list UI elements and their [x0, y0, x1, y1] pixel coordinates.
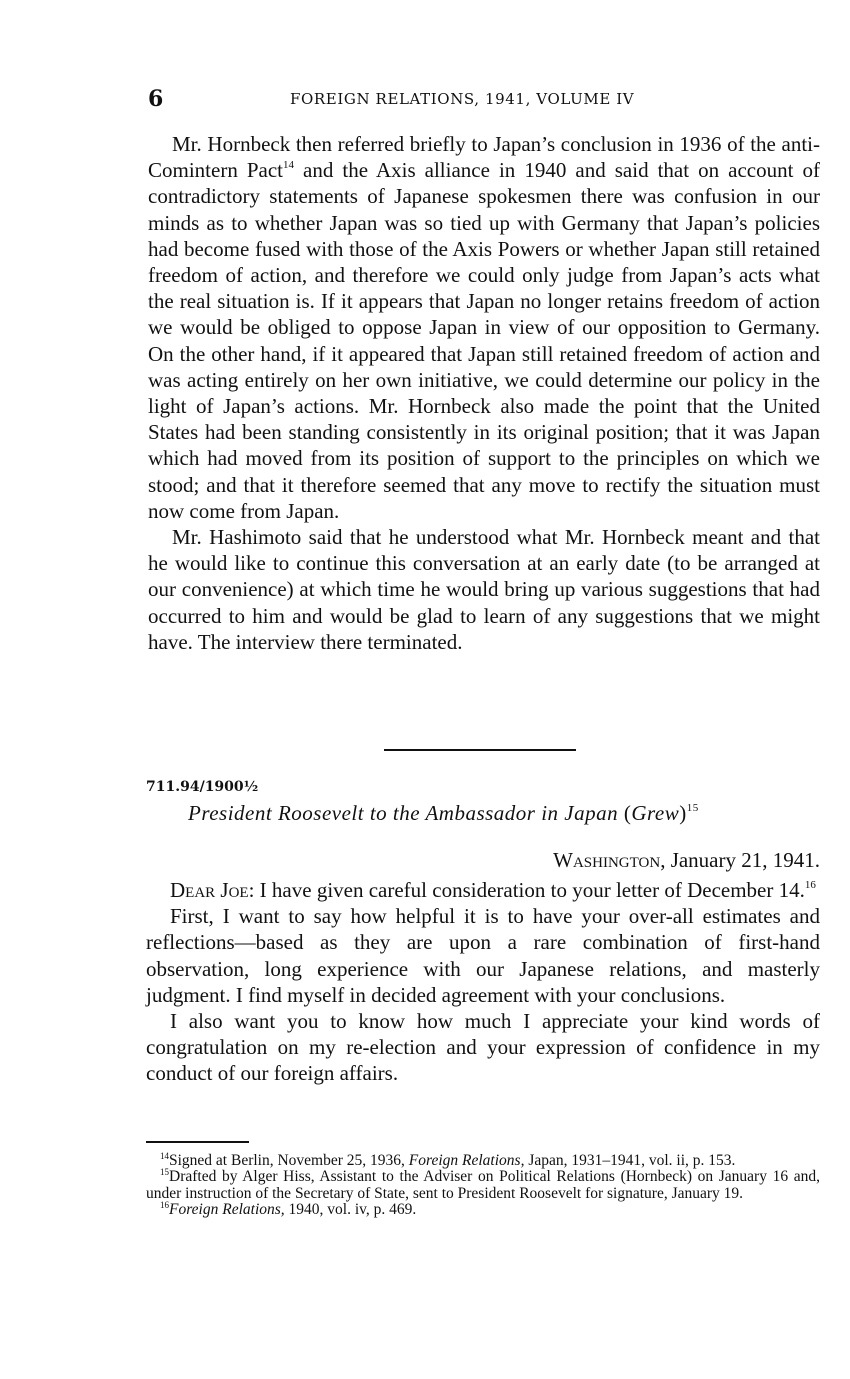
paragraph: Mr. Hashimoto said that he understood what Mr. Hornbeck meant and that he would like to continue this conversation at an early date (to be arranged at our convenience) at which time he would bring up various suggestions that had occurred to him and would be glad to learn of any suggestions that we might have. The interview there terminated. — [148, 525, 820, 654]
file-number: 711.94/1900½ — [146, 779, 259, 795]
paragraph: First, I want to say how helpful it is to have your over-all estimates and reflections—based as they are upon a rare combination of first-hand observation, long experience with our Japanese relations, and masterly judgment. I find myself in decided agreement with your conclusions. — [146, 904, 820, 1007]
conversation-text — [148, 131, 820, 655]
footnote-ref: 16 — [804, 879, 816, 891]
paragraph: I also want you to know how much I appreciate your kind words of congratulation on my re-election and your expression of confidence in my conduct of our foreign affairs. — [146, 1009, 820, 1086]
footnote: $^{16}$Foreign Relations, 1940, vol. iv, p. 469. — [160, 1200, 417, 1219]
paragraph: Dear Joe: I have given careful consideration to your letter of December 14.16 — [170, 878, 816, 902]
footnote: $^{15}$Drafted by Alger Hiss, Assistant to the Adviser on Political Relations (Hornbeck) on January 16 and, under instruction of the Secretary of State, sent to President Roosevelt for signature, January 19. — [146, 1167, 820, 1202]
footnote-ref: 15 — [686, 802, 699, 814]
page-header — [148, 86, 820, 116]
footnote: $^{14}$Signed at Berlin, November 25, 1936, Foreign Relations, Japan, 1931–1941, vol. ii, p. 153. — [160, 1151, 736, 1169]
section-divider — [384, 749, 576, 751]
paragraph: Mr. Hornbeck then referred briefly to Japan’s conclusion in 1936 of the anti-Comintern Pact$^{14}$ and the Axis alliance in 1940 and said that on account of contradictory statements of Japanese spokesmen there was confusion in our minds as to whether Japan was so tied up with Germany that Japan’s policies had become fused with those of the Axis Powers or whether Japan still retained freedom of action, and therefore we could only judge from Japan’s acts what the real situation is. If it appears that Japan no longer retains freedom of action we would be obliged to oppose Japan in view of our opposition to Germany. On the other hand, if it appeared that Japan still retained freedom of action and was acting entirely on her own initiative, we could determine our policy in the light of Japan’s actions. Mr. Hornbeck also made the point that the United States had been standing consistently in its original position; that it was Japan which had moved from its position of support to the principles on which we stood; and that it therefore seemed that any move to rectify the situation must now come from Japan. — [148, 132, 820, 523]
dateline: Washington, January 21, 1941. — [553, 848, 820, 872]
footnote-divider — [146, 1141, 249, 1143]
page-number: 6 — [148, 86, 164, 112]
letter-text — [146, 877, 820, 1087]
document-title: President Roosevelt to the Ambassador in Japan (Grew)$^{15}$ — [188, 801, 699, 825]
running-head: FOREIGN RELATIONS, 1941, VOLUME IV — [290, 90, 635, 108]
footnotes — [146, 1153, 820, 1219]
salutation: Dear Joe — [170, 878, 249, 902]
footnote-ref: 14 — [283, 159, 295, 172]
